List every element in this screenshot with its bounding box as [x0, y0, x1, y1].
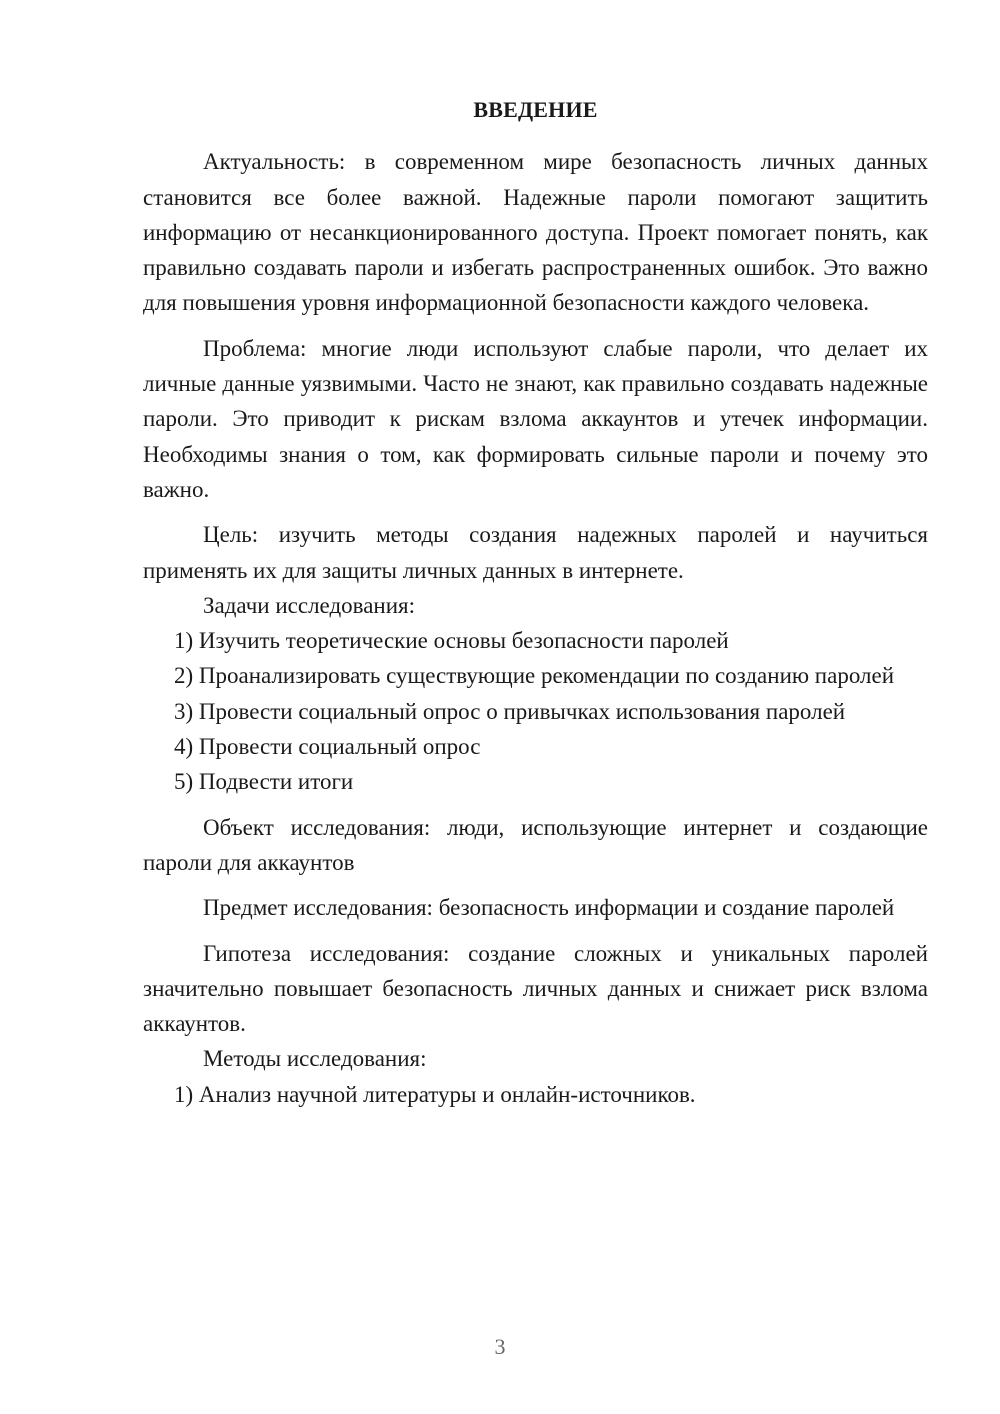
method-item: 1) Анализ научной литературы и онлайн-источников. — [174, 1081, 696, 1107]
task-item: 4) Провести социальный опрос — [174, 734, 481, 760]
page-number: 3 — [494, 1334, 506, 1359]
section-title: ВВЕДЕНИЕ — [473, 97, 598, 122]
methods-label: Методы исследования: — [203, 1046, 427, 1072]
task-item: 2) Проанализировать существующие рекомендации по созданию паролей — [174, 663, 895, 689]
hypothesis-paragraph: Гипотеза исследования: создание сложных и уникальных паролей значительно повышает безопасность личных данных и снижает риск взлома аккаунтов. — [143, 940, 928, 1037]
relevance-paragraph: Актуальность: в современном мире безопасность личных данных становится все более важной. Надежные пароли помогают защитить информацию от несанкционированного доступа. Проект помогает понять, как правильно создавать пароли и избегать распространенных ошибок. Это важно для повышения уровня информационной безопасности каждого человека. — [143, 149, 928, 316]
goal-paragraph: Цель: изучить методы создания надежных паролей и научиться применять их для защиты личных данных в интернете. — [143, 522, 928, 583]
object-paragraph: Объект исследования: люди, использующие интернет и создающие пароли для аккаунтов — [143, 814, 928, 875]
task-item: 1) Изучить теоретические основы безопасности паролей — [174, 628, 729, 654]
task-item: 3) Провести социальный опрос о привычках использования паролей — [174, 698, 846, 724]
tasks-label: Задачи исследования: — [203, 592, 416, 618]
subject-paragraph: Предмет исследования: безопасность информации и создание паролей — [203, 895, 895, 921]
problem-paragraph: Проблема: многие люди используют слабые пароли, что делает их личные данные уязвимыми. Часто не знают, как правильно создавать надежные пароли. Это приводит к рискам взлома аккаунтов и утечек информации. Необходимы знания о том, как формировать сильные пароли и почему это важно. — [143, 335, 928, 502]
page-content — [143, 92, 928, 1112]
task-item: 5) Подвести итоги — [174, 769, 354, 795]
